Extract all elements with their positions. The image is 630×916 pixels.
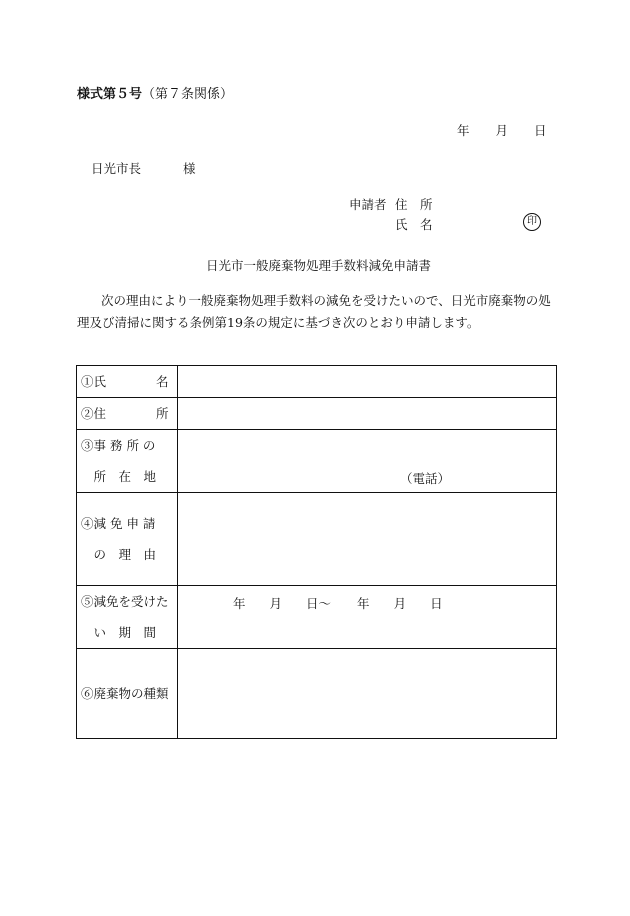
form-article-ref: （第７条関係） [142, 87, 234, 102]
row-label-reduction-period: ⑤減免を受けた い 期 間 [77, 586, 178, 649]
table-row [77, 586, 557, 649]
period-dates: 年 月 日～ 年 月 日 [233, 596, 443, 611]
reduction-reason-field[interactable] [178, 493, 557, 586]
address-field[interactable] [178, 398, 557, 430]
table-row [77, 366, 557, 398]
intro-paragraph: 次の理由により一般廃棄物処理手数料の減免を受けたいので、日光市廃棄物の処理及び清掃に関する条例第19条の規定に基づき次のとおり申請します。 [77, 293, 551, 330]
addressee-name: 日光市長 [91, 161, 142, 176]
table-row [77, 493, 557, 586]
name-field[interactable] [178, 366, 557, 398]
applicant-prefix: 申請者 [349, 197, 387, 212]
date-day-label: 日 [534, 123, 547, 138]
applicant-name-label: 氏 名 [395, 217, 433, 232]
row-label-office-location: ③事 務 所 の 所 在 地 [77, 430, 178, 493]
row-label-reduction-reason: ④減 免 申 請 の 理 由 [77, 493, 178, 586]
office-location-field[interactable] [178, 430, 557, 493]
table-row [77, 649, 557, 739]
table-row [77, 430, 557, 493]
application-table [76, 365, 557, 739]
waste-type-field[interactable] [178, 649, 557, 739]
addressee [91, 159, 196, 177]
date-year-label: 年 [457, 123, 470, 138]
form-number [77, 83, 233, 102]
row-label-name: ①氏 名 [77, 366, 178, 398]
applicant-block [349, 195, 433, 235]
table-row [77, 398, 557, 430]
row-label-waste-type: ⑥廃棄物の種類 [77, 649, 178, 739]
document-title: 日光市一般廃棄物処理手数料減免申請書 [206, 258, 432, 273]
phone-label: （電話） [399, 471, 450, 486]
date-month-label: 月 [495, 123, 509, 138]
seal-mark: 印 [523, 213, 541, 231]
applicant-address-label: 住 所 [395, 197, 433, 212]
application-date [457, 121, 547, 139]
reduction-period-field[interactable] [178, 586, 557, 649]
addressee-honorific: 様 [183, 161, 196, 176]
row-label-address: ②住 所 [77, 398, 178, 430]
form-number-label: 様式第５号 [77, 87, 143, 102]
